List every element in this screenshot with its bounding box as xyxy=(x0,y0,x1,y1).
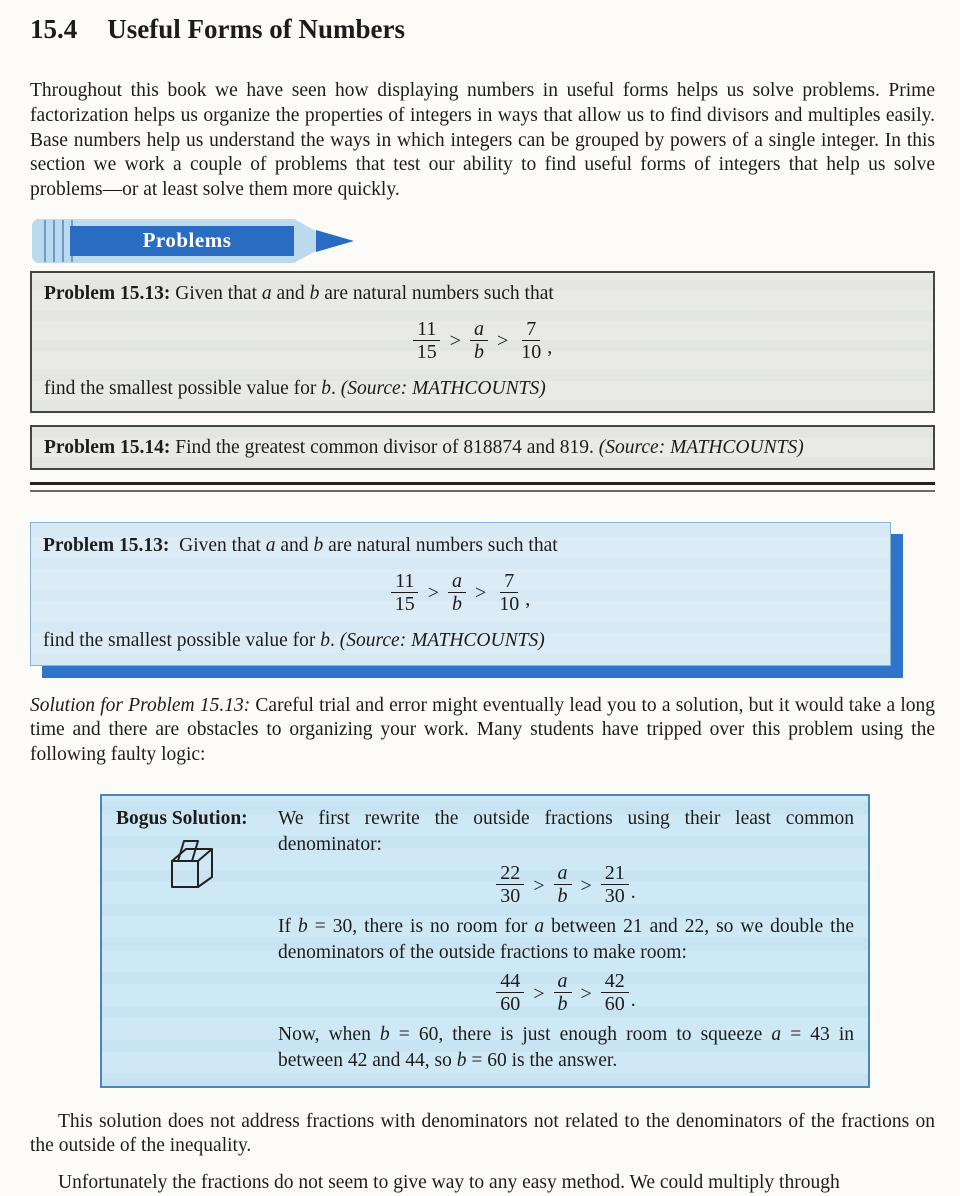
section-title xyxy=(30,14,935,45)
closing-paragraph-2: Unfortunately the fractions do not seem to give way to any easy method. We could multiply through xyxy=(58,1172,840,1194)
denominator: 60 xyxy=(500,993,521,1016)
numerator: a xyxy=(470,318,488,341)
numerator: 22 xyxy=(496,862,524,885)
denominator: 10 xyxy=(499,593,520,616)
numerator: a xyxy=(554,862,572,885)
find-dot: . xyxy=(331,377,341,399)
period: . xyxy=(630,880,636,903)
denominator: 30 xyxy=(604,885,625,908)
problem-15-14-statement xyxy=(44,435,921,460)
find-pre: find the smallest possible value for xyxy=(43,629,321,651)
denominator: 30 xyxy=(500,885,521,908)
bogus-paragraph-3 xyxy=(278,1022,854,1074)
source-attribution: (Source: MATHCOUNTS) xyxy=(598,436,804,458)
bogus-solution-content xyxy=(278,806,854,1074)
var-b: b xyxy=(309,282,320,304)
comma: , xyxy=(525,588,531,611)
inequality-11-15-a-b-7-10 xyxy=(43,570,878,616)
section-divider-rule xyxy=(30,482,935,492)
greater-than: > xyxy=(533,874,545,897)
problem-15-13-statement xyxy=(44,281,921,306)
numerator: 21 xyxy=(601,862,629,885)
text-segment: = 30, there is no room for xyxy=(307,915,535,937)
fraction-44-60 xyxy=(496,970,524,1016)
var-b: b xyxy=(320,629,331,651)
text-segment: = 60, there is just enough room to squeeze xyxy=(389,1023,772,1045)
pencil-eraser-stripes xyxy=(40,220,74,262)
text-segment: If xyxy=(278,915,298,937)
fraction-a-b xyxy=(554,970,572,1016)
var-a: a xyxy=(265,534,276,556)
solution-paragraph xyxy=(30,694,935,768)
bogus-solution-box xyxy=(100,794,870,1088)
var-b: b xyxy=(456,1049,467,1071)
denominator: 60 xyxy=(604,993,625,1016)
bogus-paragraph-1: We first rewrite the outside fractions using their least common denominator: xyxy=(278,807,854,855)
bogus-solution-label-cell xyxy=(116,806,266,1074)
var-a: a xyxy=(534,915,545,937)
numerator: a xyxy=(554,970,572,993)
numerator: a xyxy=(448,570,466,593)
section-number: 15.4 xyxy=(30,14,78,44)
numerator: 11 xyxy=(413,318,440,341)
greater-than: > xyxy=(449,330,461,353)
problem-15-14-text: Find the greatest common divisor of 818874 and 819. xyxy=(175,436,599,458)
source-attribution: (Source: MATHCOUNTS) xyxy=(340,377,546,399)
denominator: 15 xyxy=(394,593,415,616)
open-box-icon xyxy=(164,837,218,893)
denominator: 10 xyxy=(521,341,542,364)
problem-15-13-box xyxy=(30,271,935,413)
problem-15-14-label: Problem 15.14: xyxy=(44,436,171,458)
text-segment: between 21 and 22, so we double the denominators of the outside fractions to make room: xyxy=(278,915,855,963)
closing-paragraph-1: This solution does not address fractions with denominators not related to the denominators of the fractions on the outside of the inequality. xyxy=(30,1110,935,1157)
var-b: b xyxy=(379,1023,390,1045)
intro-paragraph: Throughout this book we have seen how displaying numbers in useful forms helps us solve problems. Prime factorization helps us organize the properties of integers in ways that allow us to find divisors and multiples easily. Base numbers help us understand the ways in which integers can be grouped by powers of a single integer. In this section we work a couple of problems that test our ability to find useful forms of integers that help us solve problems—or at least solve them more quickly. xyxy=(30,80,935,201)
problem-15-13-given-post: are natural numbers such that xyxy=(319,282,554,304)
var-b: b xyxy=(297,915,308,937)
problem-15-13-given-mid: and xyxy=(275,534,314,556)
text-segment: Now, when xyxy=(278,1023,380,1045)
problem-15-13-given-pre: Given that xyxy=(179,534,266,556)
denominator: b xyxy=(557,993,568,1016)
comma: , xyxy=(547,336,553,359)
denominator: b xyxy=(557,885,568,908)
find-pre: find the smallest possible value for xyxy=(44,377,322,399)
numerator: 44 xyxy=(496,970,524,993)
fraction-22-30 xyxy=(496,862,524,908)
problem-15-13-statement xyxy=(43,533,878,558)
inequality-11-15-a-b-7-10 xyxy=(44,318,921,364)
fraction-7-10 xyxy=(517,318,545,364)
numerator: 42 xyxy=(601,970,629,993)
numerator: 7 xyxy=(500,570,518,593)
problem-15-13-label: Problem 15.13: xyxy=(44,282,171,304)
inequality-44-60-a-b-42-60 xyxy=(278,970,854,1016)
numerator: 11 xyxy=(391,570,418,593)
greater-than: > xyxy=(475,582,487,605)
greater-than: > xyxy=(427,582,439,605)
problems-pencil-banner-icon xyxy=(32,219,372,263)
var-b: b xyxy=(321,377,332,399)
bogus-paragraph-2 xyxy=(278,914,854,966)
numerator: 7 xyxy=(522,318,540,341)
fraction-a-b xyxy=(448,570,466,616)
problem-15-13-repeat-box xyxy=(30,522,891,666)
fraction-11-15 xyxy=(413,318,441,364)
solution-body: Careful trial and error might eventually lead you to a solution, but it would take a long time and there are obstacles to organizing your work. Many students have tripped over this problem using the following faulty logic: xyxy=(30,694,936,766)
fraction-a-b xyxy=(554,862,572,908)
problem-15-13-given-post: are natural numbers such that xyxy=(323,534,558,556)
find-dot: . xyxy=(330,629,340,651)
fraction-7-10 xyxy=(495,570,523,616)
problem-15-13-question xyxy=(43,628,878,653)
problem-15-13-question xyxy=(44,376,921,401)
solution-lead: Solution for Problem 15.13: xyxy=(30,694,251,716)
fraction-42-60 xyxy=(601,970,629,1016)
text-segment: = 60 is the answer. xyxy=(466,1049,618,1071)
greater-than: > xyxy=(497,330,509,353)
denominator: b xyxy=(474,341,484,364)
denominator: b xyxy=(452,593,462,616)
inequality-22-30-a-b-21-30 xyxy=(278,862,854,908)
period: . xyxy=(630,988,636,1011)
greater-than: > xyxy=(533,982,545,1005)
problems-banner-label: Problems xyxy=(70,226,304,256)
fraction-21-30 xyxy=(601,862,629,908)
source-attribution: (Source: MATHCOUNTS) xyxy=(339,629,545,651)
bogus-solution-label: Bogus Solution: xyxy=(116,807,248,829)
var-a: a xyxy=(771,1023,782,1045)
pencil-tip-point xyxy=(316,230,354,252)
greater-than: > xyxy=(580,982,592,1005)
greater-than: > xyxy=(580,874,592,897)
fraction-11-15 xyxy=(391,570,419,616)
denominator: 15 xyxy=(416,341,437,364)
fraction-a-b xyxy=(470,318,488,364)
text-segment: = 43 in between 42 and 44, so xyxy=(278,1023,855,1071)
section-title-text: Useful Forms of Numbers xyxy=(107,14,405,44)
problem-15-14-box xyxy=(30,425,935,470)
problem-15-13-label: Problem 15.13: xyxy=(43,534,170,556)
var-a: a xyxy=(261,282,272,304)
var-b: b xyxy=(313,534,324,556)
problem-15-13-given-mid: and xyxy=(271,282,310,304)
problem-15-13-given-pre: Given that xyxy=(175,282,262,304)
